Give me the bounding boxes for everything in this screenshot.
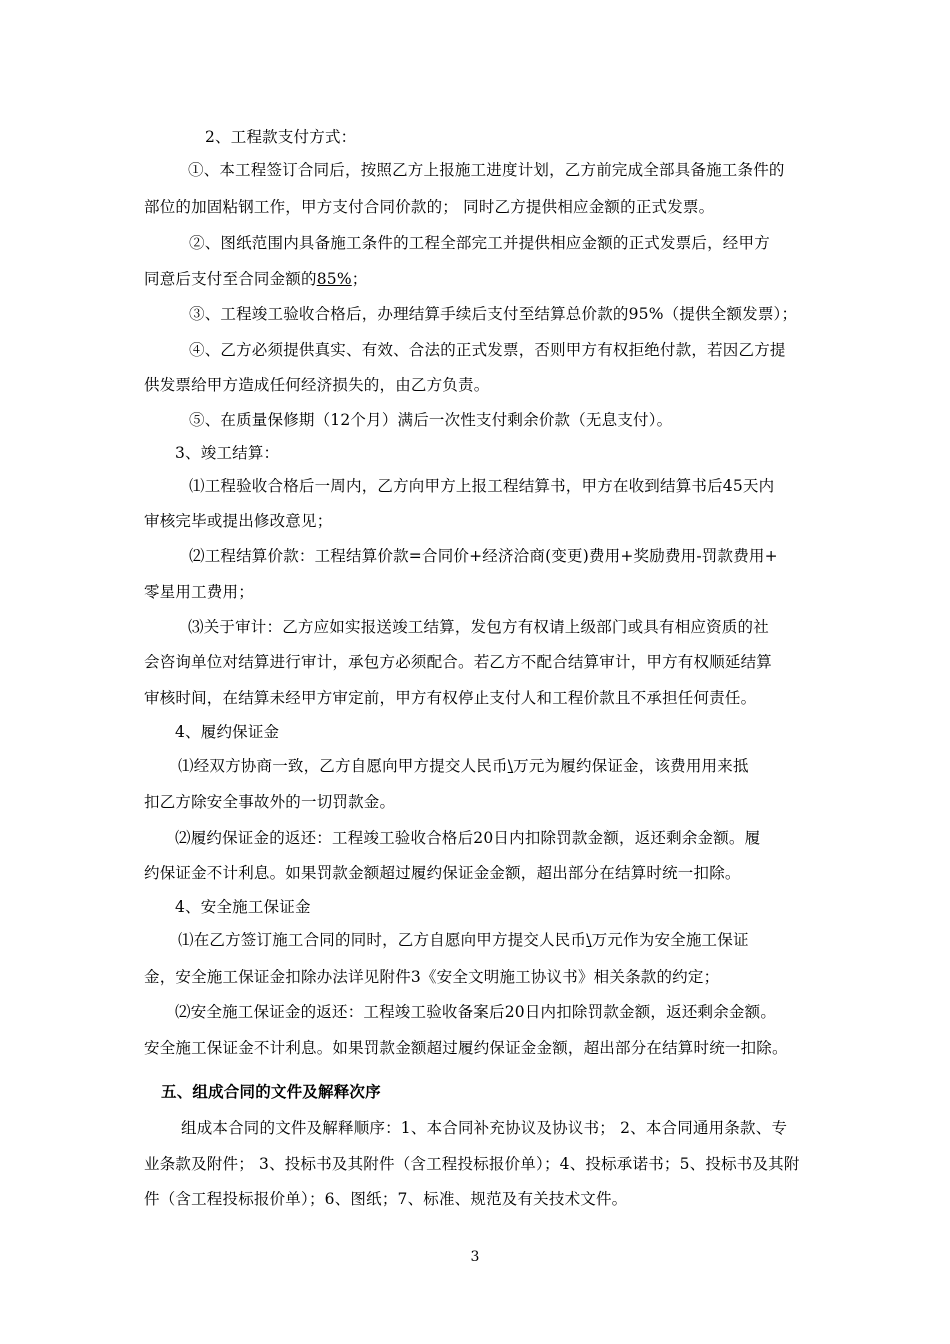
performance-bond-heading: 4、履约保证金 <box>175 723 280 741</box>
performance-bond-item-1-text: ⑴经双方协商一致，乙方自愿向甲方提交人民币 <box>178 757 508 775</box>
settlement-item-1-line1: ⑴工程验收合格后一周内，乙方向甲方上报工程结算书，甲方在收到结算书后45天内 <box>189 477 775 495</box>
safety-deposit-item-1-line1 <box>178 930 749 950</box>
performance-bond-item-1-line2: 扣乙方除安全事故外的一切罚款金。 <box>144 793 396 811</box>
safety-deposit-item-2-line1: ⑵安全施工保证金的返还：工程竣工验收备案后20日内扣除罚款金额，返还剩余金额。 <box>175 1003 777 1021</box>
payment-item-2-line1: ②、图纸范围内具备施工条件的工程全部完工并提供相应金额的正式发票后，经甲方 <box>189 234 770 252</box>
safety-deposit-item-1-text: ⑴在乙方签订施工合同的同时，乙方自愿向甲方提交人民币 <box>178 931 587 949</box>
document-order-line3: 件（含工程投标报价单）；6、图纸；7、标准、规范及有关技术文件。 <box>144 1190 628 1208</box>
safety-deposit-item-2-line2: 安全施工保证金不计利息。如果罚款金额超过履约保证金金额，超出部分在结算时统一扣除。 <box>144 1039 788 1057</box>
payment-method-heading: 2、工程款支付方式： <box>205 128 357 146</box>
section-5-heading: 五、组成合同的文件及解释次序 <box>161 1082 381 1101</box>
performance-bond-item-2-line2: 约保证金不计利息。如果罚款金额超过履约保证金金额，超出部分在结算时统一扣除。 <box>144 864 741 882</box>
contract-percent: 85% <box>316 270 352 288</box>
settlement-item-3-line2: 会咨询单位对结算进行审计，承包方必须配合。若乙方不配合结算审计，甲方有权顺延结算 <box>144 653 773 671</box>
payment-item-2-text: 同意后支付至合同金额的 <box>144 270 317 288</box>
document-order-line2: 业条款及附件； 3、投标书及其附件（含工程投标报价单）；4、投标承诺书；5、投标书及其附 <box>144 1155 800 1173</box>
performance-bond-item-1-line1 <box>178 756 749 776</box>
settlement-item-1-line2: 审核完毕或提出修改意见； <box>144 512 333 530</box>
settlement-item-2-line1: ⑵工程结算价款：工程结算价款=合同价+经济洽商(变更)费用+奖励费用-罚款费用+ <box>189 547 778 565</box>
settlement-item-2-line2: 零星用工费用； <box>144 583 254 601</box>
document-order-line1: 组成本合同的文件及解释顺序：1、本合同补充协议及协议书； 2、本合同通用条款、专 <box>181 1119 788 1137</box>
payment-item-2-line2 <box>144 269 367 289</box>
performance-bond-item-2-line1: ⑵履约保证金的返还：工程竣工验收合格后20日内扣除罚款金额，返还剩余金额。履 <box>175 829 761 847</box>
safety-deposit-amount: \ <box>586 931 592 949</box>
payment-item-4-line1: ④、乙方必须提供真实、有效、合法的正式发票，否则甲方有权拒绝付款，若因乙方提 <box>189 341 786 359</box>
payment-item-1-line1: ①、本工程签订合同后，按照乙方上报施工进度计划，乙方前完成全部具备施工条件的 <box>188 161 785 179</box>
payment-item-2-end: ； <box>351 270 368 288</box>
payment-item-3: ③、工程竣工验收合格后，办理结算手续后支付至结算总价款的95%（提供全额发票）； <box>189 305 798 323</box>
safety-deposit-item-1-rest: 万元作为安全施工保证 <box>591 931 749 949</box>
settlement-item-3-line1: ⑶关于审计：乙方应如实报送竣工结算，发包方有权请上级部门或具有相应资质的社 <box>188 618 769 636</box>
safety-deposit-item-1-line2: 金，安全施工保证金扣除办法详见附件3《安全文明施工协议书》相关条款的约定； <box>144 968 720 986</box>
page-number: 3 <box>470 1249 480 1265</box>
final-settlement-heading: 3、竣工结算： <box>175 444 280 462</box>
settlement-item-3-line3: 审核时间，在结算未经甲方审定前，甲方有权停止支付人和工程价款且不承担任何责任。 <box>144 689 757 707</box>
payment-item-4-line2: 供发票给甲方造成任何经济损失的，由乙方负责。 <box>144 376 490 394</box>
performance-bond-amount: \ <box>507 757 514 775</box>
payment-item-1-line2: 部位的加固粘钢工作，甲方支付合同价款的； 同时乙方提供相应金额的正式发票。 <box>144 198 715 216</box>
safety-deposit-heading: 4、安全施工保证金 <box>175 898 311 916</box>
payment-item-5: ⑤、在质量保修期（12个月）满后一次性支付剩余价款（无息支付）。 <box>189 411 673 429</box>
performance-bond-item-1-rest: 万元为履约保证金，该费用用来抵 <box>513 757 749 775</box>
